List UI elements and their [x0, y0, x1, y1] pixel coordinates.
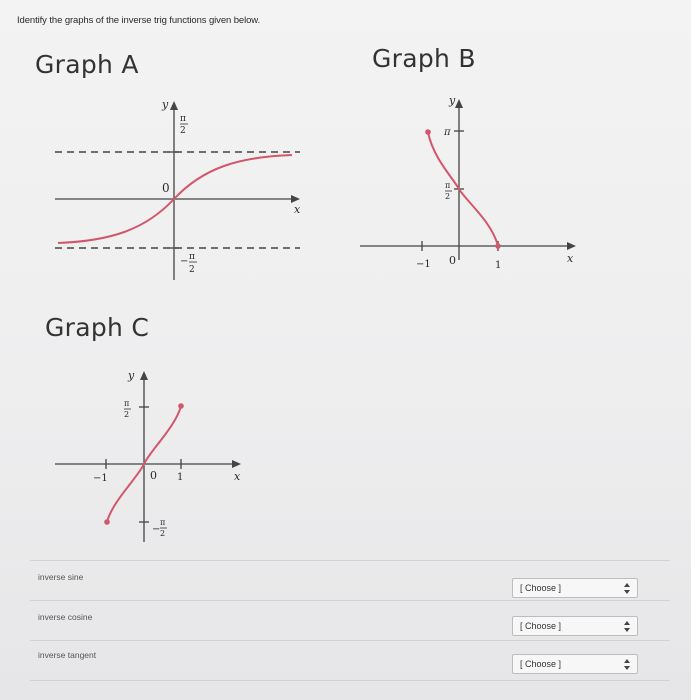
x-arrow-icon [291, 195, 300, 203]
top-label-den: 2 [180, 126, 186, 136]
updown-icon [623, 582, 631, 595]
one-label: 1 [495, 260, 502, 271]
bottom-label-num: π [189, 252, 195, 262]
bottom-label-sign: − [152, 524, 161, 535]
graph-a-title: Graph A [35, 50, 139, 79]
graph-b-title: Graph B [372, 44, 476, 73]
origin-label: 0 [449, 254, 456, 267]
divider [30, 600, 670, 601]
endpoint-dot [178, 403, 184, 409]
select-value: [ Choose ] [520, 583, 562, 593]
x-axis-label: x [567, 252, 574, 265]
half-pi-num: π [445, 181, 451, 190]
divider [30, 560, 670, 561]
y-axis-label: y [449, 94, 456, 107]
y-arrow-icon [455, 99, 463, 108]
top-label-num: π [180, 114, 186, 124]
answer-label-inverse-tangent: inverse tangent [38, 650, 97, 660]
select-value: [ Choose ] [520, 659, 562, 669]
select-inverse-cosine[interactable] [512, 616, 638, 636]
y-axis-label: y [128, 369, 135, 382]
answer-label-inverse-cosine: inverse cosine [38, 612, 93, 622]
question-text: Identify the graphs of the inverse trig functions given below. [17, 15, 261, 26]
select-value: [ Choose ] [520, 621, 562, 631]
origin-label: 0 [162, 181, 170, 195]
one-label: 1 [177, 472, 184, 483]
endpoint-dot [104, 519, 110, 525]
bottom-label-sign: − [180, 256, 189, 267]
bottom-label-den: 2 [189, 265, 195, 275]
y-arrow-icon [140, 371, 148, 380]
answer-label-inverse-sine: inverse sine [38, 572, 84, 582]
graph-a [50, 95, 310, 295]
endpoint-dot [425, 129, 431, 135]
bottom-label-den: 2 [160, 529, 166, 538]
updown-icon [623, 620, 631, 633]
endpoint-dot [495, 243, 501, 249]
select-inverse-sine[interactable] [512, 578, 638, 598]
graph-c [50, 362, 250, 552]
pi-label: π [444, 127, 451, 138]
x-axis-label: x [234, 470, 241, 483]
half-pi-den: 2 [445, 192, 451, 201]
origin-label: 0 [150, 469, 157, 482]
top-label-den: 2 [124, 410, 130, 419]
select-inverse-tangent[interactable] [512, 654, 638, 674]
x-arrow-icon [567, 242, 576, 250]
x-axis-label: x [294, 203, 301, 216]
y-axis-label: y [162, 98, 169, 111]
neg-one-label: −1 [416, 259, 431, 270]
divider [30, 640, 670, 641]
divider [30, 680, 670, 681]
y-arrow-icon [170, 101, 178, 110]
graph-b [355, 90, 585, 280]
x-arrow-icon [232, 460, 241, 468]
neg-one-label: −1 [93, 473, 108, 484]
bottom-label-num: π [160, 518, 166, 527]
top-label-num: π [124, 399, 130, 408]
graph-c-title: Graph C [45, 313, 150, 342]
updown-icon [623, 658, 631, 671]
